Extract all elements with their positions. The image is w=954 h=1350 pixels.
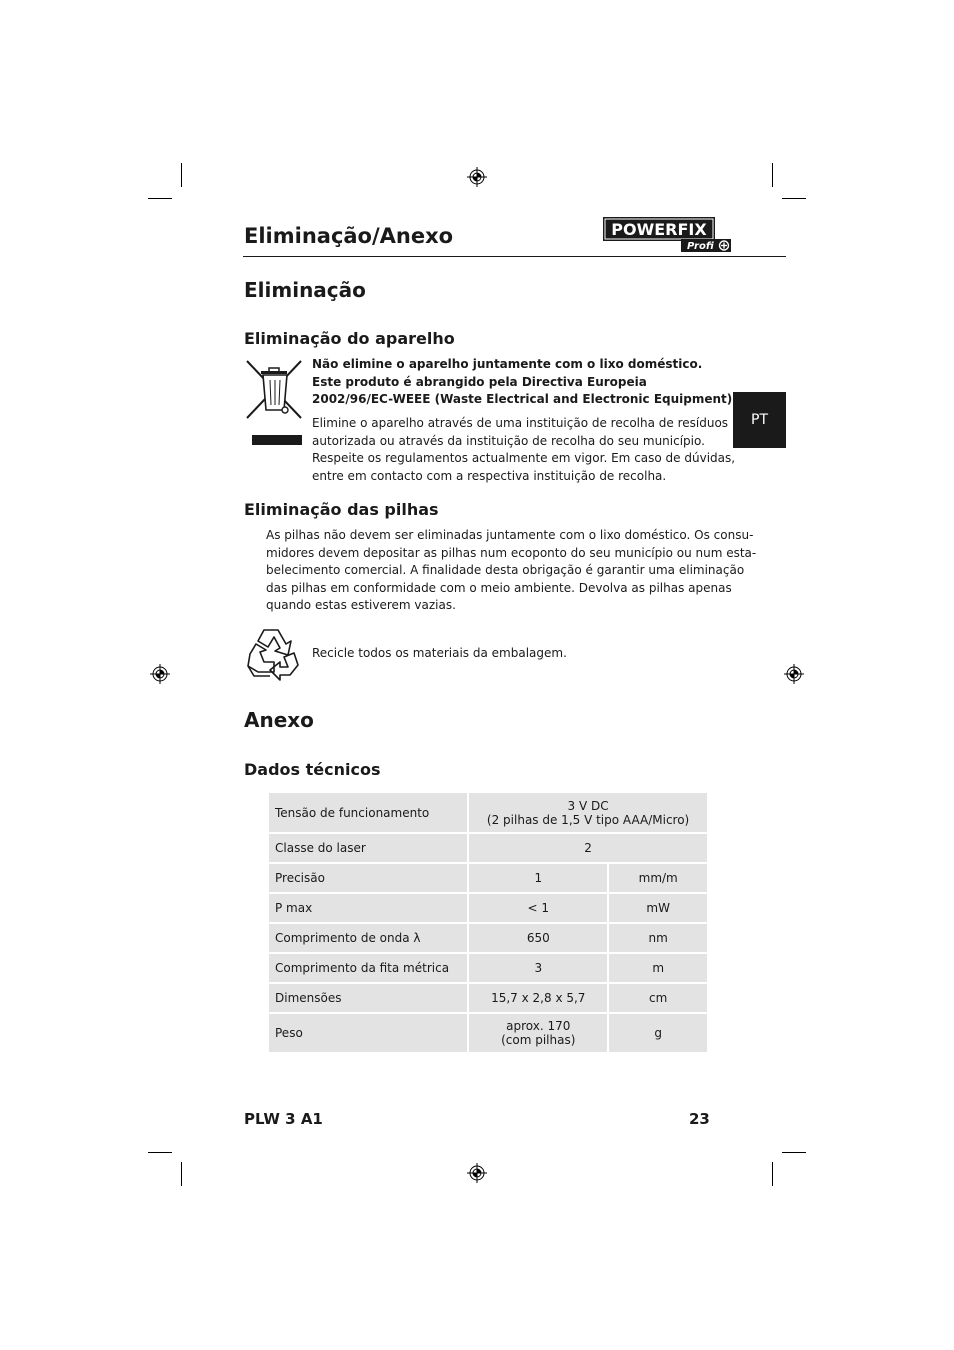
brand-sub: Profi <box>687 241 714 252</box>
table-row <box>268 792 708 833</box>
crop-mark <box>782 1152 806 1153</box>
table-row <box>268 983 708 1013</box>
text-line: das pilhas em conformidade com o meio ambiente. Devolva as pilhas apenas <box>266 580 732 595</box>
brand-name: POWERFIX <box>611 220 707 239</box>
section-title-disposal: Eliminação <box>244 278 366 302</box>
heading-tech-data: Dados técnicos <box>244 760 381 779</box>
spec-label: Precisão <box>268 863 468 893</box>
section-title-annex: Anexo <box>244 708 314 732</box>
crop-mark <box>181 1162 182 1186</box>
text-line: autorizada ou através da instituição de recolha do seu município. <box>312 433 705 448</box>
spec-value-line: 3 V DC <box>567 798 609 813</box>
heading-battery-disposal: Eliminação das pilhas <box>244 500 439 519</box>
header-divider <box>243 256 786 257</box>
spec-label: Comprimento da fita métrica <box>268 953 468 983</box>
spec-value <box>468 792 708 833</box>
spec-label: Tensão de funcionamento <box>268 792 468 833</box>
text-line: midores devem depositar as pilhas num ecoponto do seu município ou num esta- <box>266 545 757 560</box>
table-row <box>268 923 708 953</box>
registration-mark-icon <box>467 1163 487 1183</box>
language-tab: PT <box>733 392 786 448</box>
spec-value: 1 <box>468 863 608 893</box>
text-line: belecimento comercial. A finalidade desta obrigação é garantir uma eliminação <box>266 563 745 577</box>
text-line: entre em contacto com a respectiva instituição de recolha. <box>312 468 667 483</box>
crop-mark <box>772 1162 773 1186</box>
text-line: Elimine o aparelho através de uma instituição de recolha de resíduos <box>312 416 729 430</box>
spec-value-line: (2 pilhas de 1,5 V tipo AAA/Micro) <box>486 812 690 827</box>
spec-label: Dimensões <box>268 983 468 1013</box>
battery-disposal-text <box>266 527 756 615</box>
spec-value: 15,7 x 2,8 x 5,7 <box>468 983 608 1013</box>
page-header-title: Eliminação/Anexo <box>244 224 454 248</box>
spec-unit: mW <box>608 893 708 923</box>
registration-mark-icon <box>467 167 487 187</box>
text-line: Respeite os regulamentos actualmente em vigor. Em caso de dúvidas, <box>312 451 736 465</box>
crop-mark <box>782 198 806 199</box>
powerfix-logo <box>603 215 733 253</box>
text-line: quando estas estiverem vazias. <box>266 598 456 612</box>
device-disposal-text <box>312 415 735 485</box>
device-warning-text <box>312 356 737 409</box>
registration-mark-icon <box>784 664 804 684</box>
spec-value: < 1 <box>468 893 608 923</box>
spec-value <box>468 1013 608 1053</box>
footer-model: PLW 3 A1 <box>244 1110 323 1128</box>
text-line: Este produto é abrangido pela Directiva Europeia <box>312 374 647 389</box>
spec-label: Classe do laser <box>268 833 468 863</box>
table-row <box>268 833 708 863</box>
crop-mark <box>148 1152 172 1153</box>
spec-label: P max <box>268 893 468 923</box>
spec-label: Comprimento de onda λ <box>268 923 468 953</box>
spec-unit: m <box>608 953 708 983</box>
crossed-bin-icon <box>244 358 304 450</box>
table-row <box>268 1013 708 1053</box>
recycle-icon <box>244 626 302 682</box>
spec-value: 650 <box>468 923 608 953</box>
spec-unit: cm <box>608 983 708 1013</box>
crop-mark <box>772 163 773 187</box>
text-line: Não elimine o aparelho juntamente com o lixo doméstico. <box>312 357 703 371</box>
text-line: 2002/96/EC-WEEE (Waste Electrical and Electronic Equipment). <box>312 392 737 406</box>
table-row <box>268 953 708 983</box>
spec-value: 2 <box>468 833 708 863</box>
tech-data-table <box>267 791 709 1054</box>
spec-value: 3 <box>468 953 608 983</box>
heading-device-disposal: Eliminação do aparelho <box>244 329 455 348</box>
text-line: As pilhas não devem ser eliminadas juntamente com o lixo doméstico. Os consu- <box>266 528 754 542</box>
recycle-text: Recicle todos os materiais da embalagem. <box>312 646 567 660</box>
spec-label: Peso <box>268 1013 468 1053</box>
spec-unit: g <box>608 1013 708 1053</box>
page-number: 23 <box>689 1110 710 1128</box>
spec-unit: mm/m <box>608 863 708 893</box>
crop-mark <box>148 198 172 199</box>
spec-value-line: aprox. 170 <box>506 1019 571 1033</box>
spec-value-line: (com pilhas) <box>501 1033 576 1047</box>
spec-unit: nm <box>608 923 708 953</box>
crop-mark <box>181 163 182 187</box>
table-row <box>268 893 708 923</box>
registration-mark-icon <box>150 664 170 684</box>
table-row <box>268 863 708 893</box>
